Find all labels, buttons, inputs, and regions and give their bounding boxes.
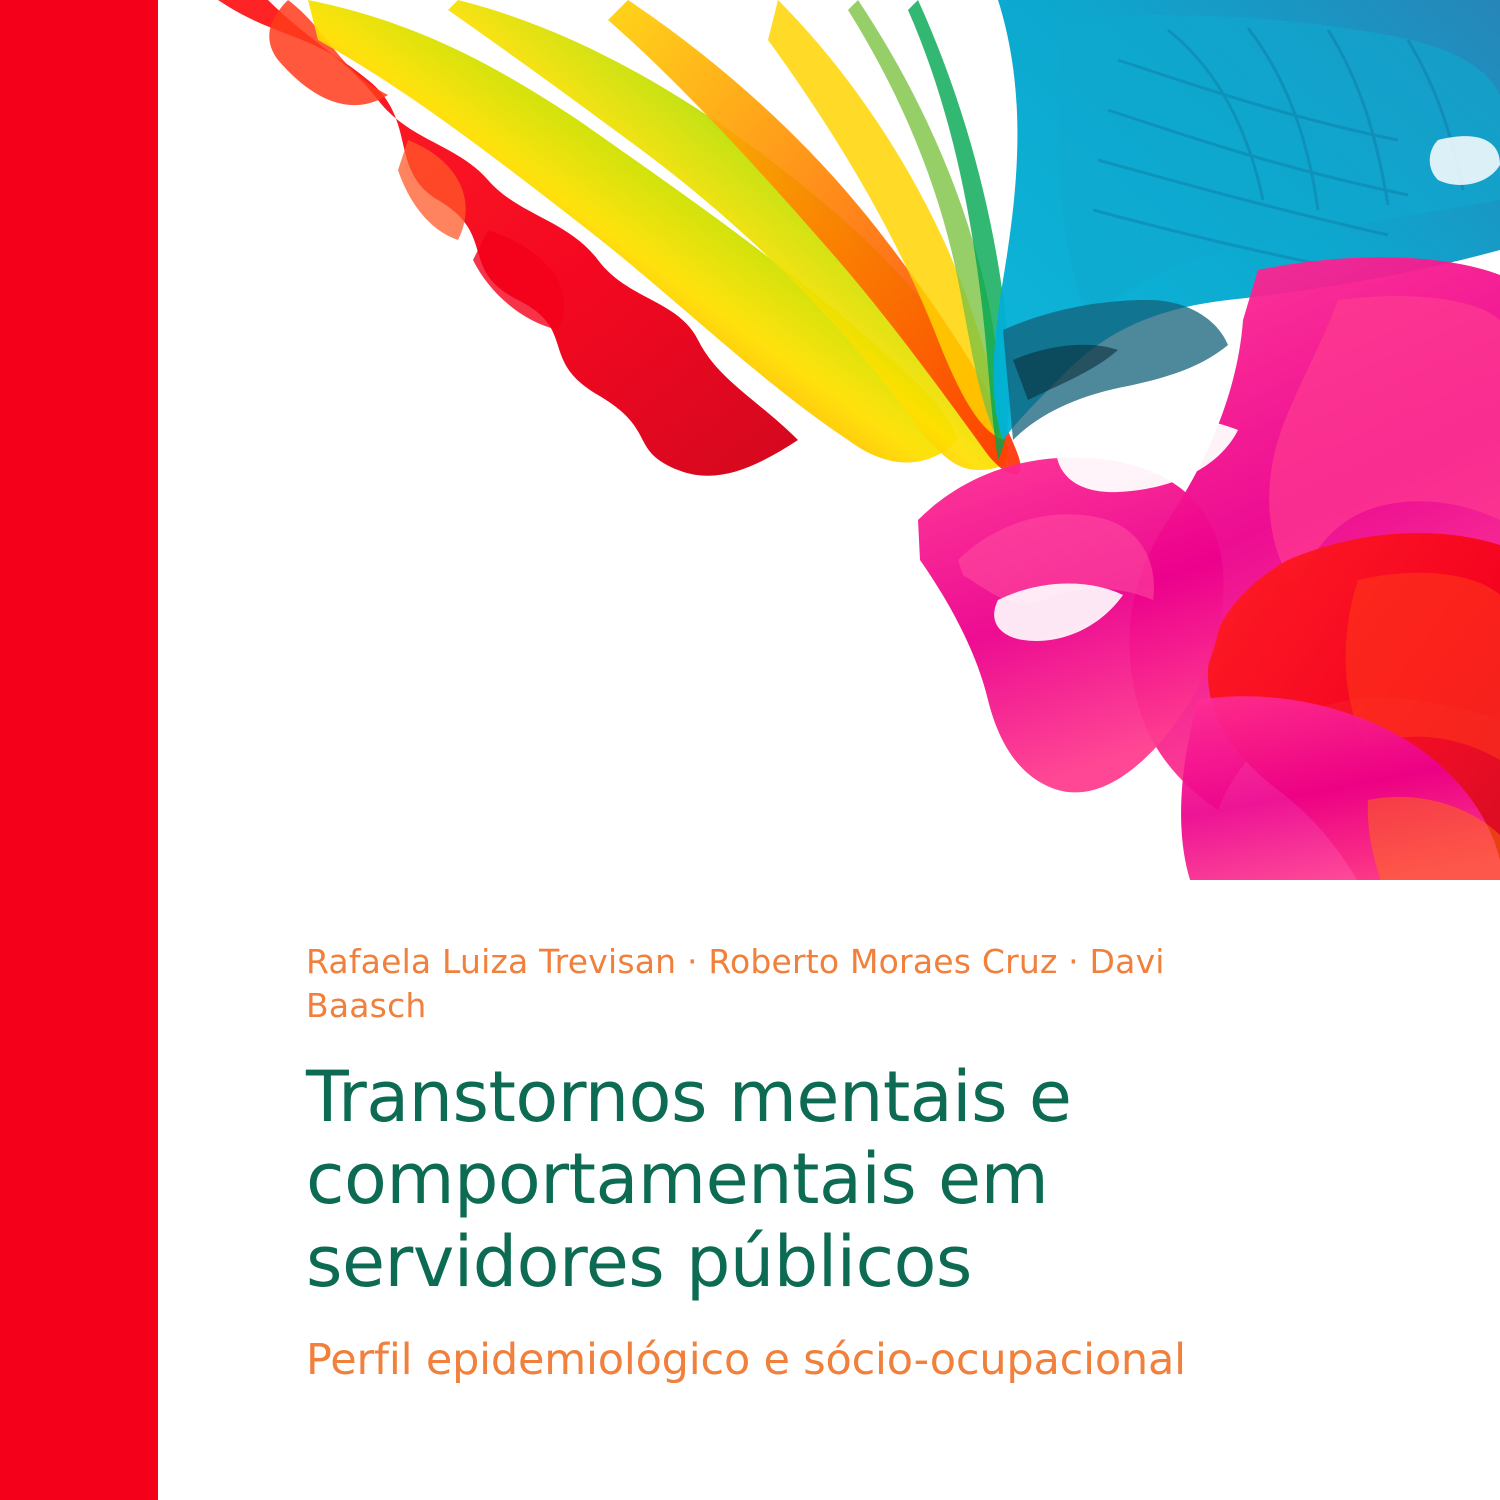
page-title: Transtornos mentais e comportamentais em servidores públicos bbox=[306, 1055, 1072, 1303]
artwork-bottom-fade bbox=[158, 880, 1500, 900]
authors-line: Rafaela Luiza Trevisan · Roberto Moraes Cruz · Davi Baasch bbox=[306, 942, 1165, 1025]
cover-artwork bbox=[158, 0, 1500, 900]
paint-splash-illustration bbox=[158, 0, 1500, 900]
subtitle: Perfil epidemiológico e sócio-ocupacional bbox=[306, 1334, 1186, 1385]
cover-text-block bbox=[306, 940, 1406, 1387]
cover-spine-bar bbox=[0, 0, 158, 1500]
